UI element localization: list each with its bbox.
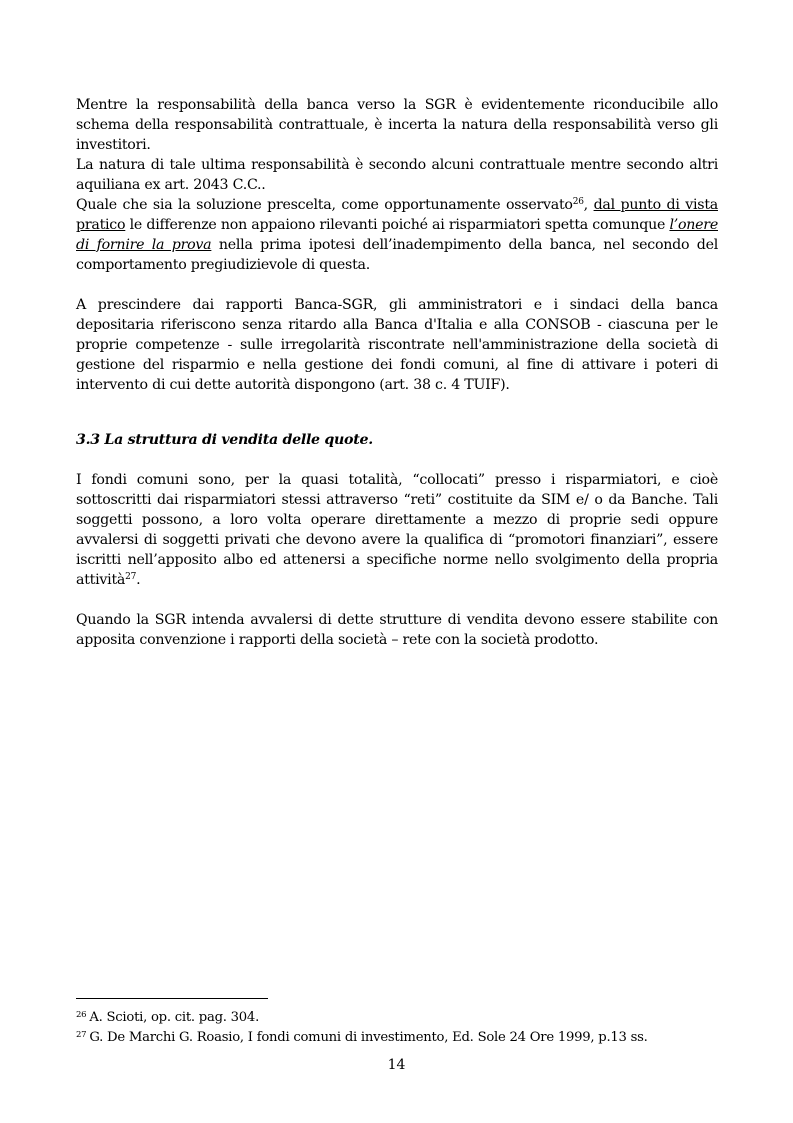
underlined-italic-phrase: l’onere di fornire la prova — [76, 217, 718, 253]
paragraph-5 — [76, 470, 718, 590]
paragraph-6: Quando la SGR intenda avvalersi di dette strutture di vendita devono essere stabilite con apposita convenzione i rapporti della società – rete con la società prodotto. — [76, 612, 718, 648]
footnote-26 — [76, 1008, 736, 1028]
paragraph-3-part-2: , — [583, 197, 594, 213]
section-heading: 3.3 La struttura di vendita delle quote. — [76, 432, 373, 448]
footnote-ref-27: 27 — [125, 572, 137, 582]
footnote-number-26: 26 — [76, 1010, 87, 1020]
paragraph-3-part-1: Quale che sia la soluzione prescelta, come opportunamente osservato — [76, 197, 573, 213]
paragraph-1: Mentre la responsabilità della banca verso la SGR è evidentemente riconducibile allo schema della responsabilità contrattuale, è incerta la natura della responsabilità verso gli investitori. — [76, 97, 718, 153]
underlined-phrase: dal punto di vista pratico — [76, 197, 718, 233]
footnote-text-26: A. Scioti, op. cit. pag. 304. — [89, 1010, 260, 1025]
paragraph-3-part-4: nella prima ipotesi dell’inadempimento della banca, nel secondo del comportamento pregiudizievole di questa. — [76, 237, 719, 273]
footnote-number-27: 27 — [76, 1030, 87, 1040]
footnote-27 — [76, 1028, 736, 1048]
footnote-text-27: G. De Marchi G. Roasio, I fondi comuni di investimento, Ed. Sole 24 Ore 1999, p.13 ss. — [89, 1030, 648, 1045]
paragraph-5-end: . — [136, 572, 141, 588]
paragraph-2: La natura di tale ultima responsabilità è secondo alcuni contrattuale mentre secondo altri aquiliana ex art. 2043 C.C.. — [76, 157, 718, 193]
paragraph-3-part-3: le differenze non appaiono rilevanti poiché ai risparmiatori spetta comunque — [125, 217, 670, 233]
paragraph-3 — [76, 195, 718, 275]
text-block-1 — [76, 95, 718, 395]
page-number: 14 — [387, 1057, 406, 1073]
footnotes — [76, 1008, 736, 1048]
footnote-ref-26: 26 — [572, 197, 584, 207]
paragraph-4: A prescindere dai rapporti Banca-SGR, gli amministratori e i sindaci della banca depositaria riferiscono senza ritardo alla Banca d'Italia e alla CONSOB - ciascuna per le proprie competenze - sulle irregolarità riscontrate nell'amministrazione della società di gestione del risparmio e nella gestione dei fondi comuni, al fine di attivare i poteri di intervento di cui dette autorità dispongono (art. 38 c. 4 TUIF). — [76, 297, 718, 393]
footnote-separator — [76, 998, 268, 999]
text-block-2 — [76, 470, 718, 650]
paragraph-5-text: I fondi comuni sono, per la quasi totalità, “collocati” presso i risparmiatori, e cioè sottoscritti dai risparmiatori stessi attraverso “reti” costituite da SIM e/ o da Banche. Tali soggetti possono, a loro volta operare direttamente a mezzo di proprie sedi oppure avvalersi di soggetti privati che devono avere la qualifica di “promotori finanziari”, essere iscritti nell’apposito albo ed attenersi a specifiche norme nello svolgimento della propria attività — [76, 472, 718, 588]
